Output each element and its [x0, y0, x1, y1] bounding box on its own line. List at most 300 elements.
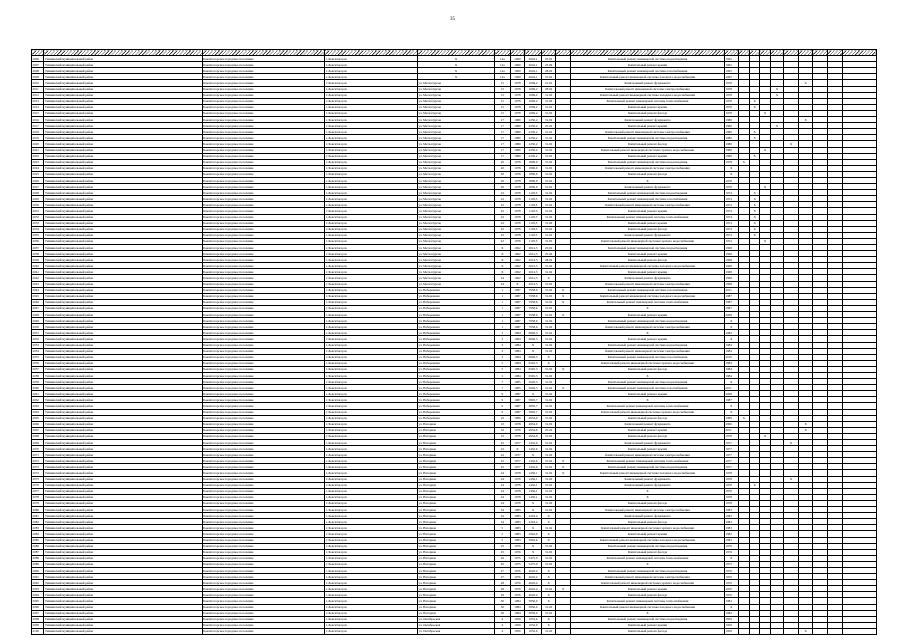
table-cell: г. Бокситогорск: [325, 421, 418, 427]
table-cell: 1974: [724, 238, 738, 244]
table-cell: Бокситогорское городское поселение: [202, 360, 325, 366]
table-cell: Капитальный ремонт инженерной системы теплоснабжения: [570, 214, 724, 220]
table-cell: 7958,6: [525, 287, 542, 293]
mark-cell: Х: [541, 598, 556, 604]
table-cell: Бокситогорское городское поселение: [202, 202, 325, 208]
table-cell: Бокситогорское городское поселение: [202, 519, 325, 525]
table-cell: 25: [495, 543, 511, 549]
table-cell: Тихвинский муниципальный район: [44, 427, 202, 433]
table-cell: 10: [495, 427, 511, 433]
table-cell: 27: [495, 567, 511, 573]
table-cell: 1983: [724, 525, 738, 531]
table-cell: Капитальный ремонт инженерной системы холодного водоснабжения: [570, 537, 724, 543]
table-cell: Тихвинский муниципальный район: [44, 110, 202, 116]
table-cell: Бокситогорское городское поселение: [202, 123, 325, 129]
table-cell: 1987: [724, 299, 738, 305]
table-cell: 1983: [724, 537, 738, 543]
table-cell: 31.02: [541, 397, 556, 403]
table-cell: Бокситогорское городское поселение: [202, 171, 325, 177]
table-cell: 1978: [510, 226, 525, 232]
table-cell: 1974: [724, 220, 738, 226]
table-cell: Тихвинский муниципальный район: [44, 610, 202, 616]
table-cell: г. Бокситогорск: [325, 372, 418, 378]
table-cell: Бокситогорское городское поселение: [202, 513, 325, 519]
table-cell: Капитальный ремонт инженерной системы теплоснабжения: [570, 458, 724, 464]
table-cell: 2082: [32, 519, 44, 525]
mark-cell: Х: [541, 592, 556, 598]
table-cell: Капитальный ремонт фасада: [570, 433, 724, 439]
table-cell: 1977: [510, 458, 525, 464]
table-cell: Капитальный ремонт инженерной системы водоотведения: [570, 342, 724, 348]
table-cell: ул. Нагорная: [418, 421, 495, 427]
table-cell: 2051: [32, 330, 44, 336]
table-cell: 2250,2: [525, 141, 542, 147]
table-cell: 17: [495, 135, 511, 141]
table-cell: ул. Металлургов: [418, 123, 495, 129]
table-cell: Тихвинский муниципальный район: [44, 464, 202, 470]
mark-cell: Х: [556, 586, 571, 592]
table-cell: 1432,6: [525, 458, 542, 464]
table-cell: 2012,5: [525, 281, 542, 287]
table-cell: 2006: [724, 421, 738, 427]
table-cell: Капитальный ремонт крыши: [570, 269, 724, 275]
table-cell: ул. Нагорная: [418, 610, 495, 616]
mark-cell: Х: [760, 184, 770, 190]
table-cell: 31.02: [541, 129, 556, 135]
table-cell: Бокситогорское городское поселение: [202, 366, 325, 372]
table-cell: 31.02: [541, 464, 556, 470]
table-cell: 1987: [510, 324, 525, 330]
table-cell: 31.02: [541, 269, 556, 275]
table-cell: 2055: [32, 354, 44, 360]
table-cell: 1978: [724, 86, 738, 92]
mark-cell: Х: [770, 86, 784, 92]
table-cell: 1052,6: [525, 622, 542, 628]
table-cell: ул. Набережная: [418, 409, 495, 415]
mark-cell: Х: [798, 117, 813, 123]
table-cell: г. Бокситогорск: [325, 299, 418, 305]
table-cell: Тихвинский муниципальный район: [44, 348, 202, 354]
table-cell: Капитальный ремонт инженерной системы горячего водоснабжения: [570, 238, 724, 244]
table-cell: 1978: [510, 476, 525, 482]
table-cell: Бокситогорское городское поселение: [202, 622, 325, 628]
table-cell: 2092: [32, 580, 44, 586]
table-cell: 1959: [510, 622, 525, 628]
table-cell: г. Бокситогорск: [325, 348, 418, 354]
table-cell: 1976: [510, 592, 525, 598]
table-cell: 1984: [724, 360, 738, 366]
table-cell: 1980: [510, 135, 525, 141]
table-cell: 24: [495, 281, 511, 287]
mark-cell: Х: [525, 549, 542, 555]
table-cell: Капитальный ремонт инженерной системы электроснабжения: [570, 281, 724, 287]
mark-cell: Х: [525, 391, 542, 397]
table-cell: 1978: [510, 494, 525, 500]
table-cell: 2037: [32, 245, 44, 251]
table-cell: 31.02: [541, 525, 556, 531]
table-cell: г. Бокситогорск: [325, 220, 418, 226]
table-cell: 5: [495, 360, 511, 366]
table-cell: Бокситогорское городское поселение: [202, 531, 325, 537]
table-cell: 1976: [724, 567, 738, 573]
table-cell: ул. Металлургов: [418, 104, 495, 110]
table-cell: 31.02: [541, 171, 556, 177]
table-cell: 1975: [510, 555, 525, 561]
table-cell: 25.06: [541, 251, 556, 257]
table-cell: 1978: [510, 190, 525, 196]
table-cell: ул. Металлургов: [418, 80, 495, 86]
mark-cell: Х: [724, 165, 738, 171]
table-cell: г. Бокситогорск: [325, 232, 418, 238]
table-cell: ул. Набережная: [418, 354, 495, 360]
table-cell: Тихвинский муниципальный район: [44, 397, 202, 403]
table-cell: Тихвинский муниципальный район: [44, 354, 202, 360]
table-cell: Тихвинский муниципальный район: [44, 312, 202, 318]
table-cell: 2081: [32, 513, 44, 519]
table-cell: 1978: [510, 220, 525, 226]
mark-cell: Х: [724, 555, 738, 561]
table-cell: Тихвинский муниципальный район: [44, 525, 202, 531]
table-cell: 31.02: [541, 391, 556, 397]
table-cell: 1977: [724, 458, 738, 464]
table-cell: 1669,2: [525, 80, 542, 86]
table-cell: г. Бокситогорск: [325, 513, 418, 519]
table-cell: 1987: [724, 305, 738, 311]
table-cell: г. Бокситогорск: [325, 598, 418, 604]
table-cell: г. Бокситогорск: [325, 202, 418, 208]
table-cell: 1975: [724, 561, 738, 567]
table-cell: г. Бокситогорск: [325, 196, 418, 202]
table-cell: ул. Металлургов: [418, 184, 495, 190]
table-cell: ул. Нагорная: [418, 470, 495, 476]
table-cell: 1977: [724, 446, 738, 452]
mark-cell: Х: [570, 305, 724, 311]
table-cell: 1976: [724, 586, 738, 592]
table-cell: 2263,4: [525, 513, 542, 519]
table-cell: 5962,6: [525, 537, 542, 543]
table-cell: Бокситогорское городское поселение: [202, 208, 325, 214]
table-cell: 31.02: [541, 299, 556, 305]
table-cell: 2017: [32, 123, 44, 129]
table-cell: 1974: [724, 202, 738, 208]
table-cell: Капитальный ремонт фасада: [570, 257, 724, 263]
table-cell: Тихвинский муниципальный район: [44, 147, 202, 153]
table-cell: ул. Октябрьская: [418, 622, 495, 628]
table-cell: Тихвинский муниципальный район: [44, 220, 202, 226]
table-cell: 1984: [510, 372, 525, 378]
table-cell: Тихвинский муниципальный район: [44, 476, 202, 482]
table-cell: Бокситогорское городское поселение: [202, 68, 325, 74]
table-cell: 2066: [32, 421, 44, 427]
table-cell: г. Бокситогорск: [325, 476, 418, 482]
table-cell: 1959: [510, 628, 525, 634]
table-cell: Тихвинский муниципальный район: [44, 628, 202, 634]
table-cell: 2070: [32, 446, 44, 452]
table-cell: 31.02: [541, 366, 556, 372]
table-cell: 1976: [510, 580, 525, 586]
table-cell: 1980: [724, 117, 738, 123]
table-cell: ул. Набережная: [418, 312, 495, 318]
table-cell: г. Бокситогорск: [325, 403, 418, 409]
table-cell: Тихвинский муниципальный район: [44, 232, 202, 238]
table-cell: Бокситогорское городское поселение: [202, 452, 325, 458]
table-cell: г. Бокситогорск: [325, 171, 418, 177]
table-cell: ул. Металлургов: [418, 226, 495, 232]
mark-cell: Х: [418, 74, 495, 80]
table-cell: ул. Нагорная: [418, 458, 495, 464]
mark-cell: Х: [556, 287, 571, 293]
table-cell: Бокситогорское городское поселение: [202, 610, 325, 616]
table-cell: Бокситогорское городское поселение: [202, 543, 325, 549]
table-cell: 1978: [724, 433, 738, 439]
table-cell: 7958,6: [525, 312, 542, 318]
table-cell: 2033: [32, 220, 44, 226]
table-cell: ул. Нагорная: [418, 604, 495, 610]
table-cell: 28: [495, 580, 511, 586]
table-cell: 2012,5: [525, 251, 542, 257]
table-cell: 1456,1: [525, 482, 542, 488]
mark-cell: Х: [770, 92, 784, 98]
table-cell: Тихвинский муниципальный район: [44, 196, 202, 202]
table-cell: 2038: [32, 251, 44, 257]
table-cell: 1978: [724, 98, 738, 104]
table-cell: 1987: [510, 287, 525, 293]
table-cell: 2090: [32, 567, 44, 573]
table-cell: 2077: [32, 488, 44, 494]
table-cell: ул. Набережная: [418, 366, 495, 372]
table-cell: г. Бокситогорск: [325, 500, 418, 506]
mark-cell: Х: [724, 171, 738, 177]
table-cell: 1456,1: [525, 494, 542, 500]
table-cell: Капитальный ремонт инженерной системы водоотведения: [570, 543, 724, 549]
table-cell: Бокситогорское городское поселение: [202, 135, 325, 141]
table-cell: 1987: [510, 318, 525, 324]
table-cell: 1983: [510, 507, 525, 513]
table-cell: Тихвинский муниципальный район: [44, 68, 202, 74]
table-cell: 2094: [32, 592, 44, 598]
mark-cell: Х: [541, 531, 556, 537]
table-cell: 31.02: [541, 555, 556, 561]
table-cell: 1978: [510, 238, 525, 244]
mark-cell: Х: [556, 366, 571, 372]
table-cell: 1118,3: [525, 214, 542, 220]
table-cell: Тихвинский муниципальный район: [44, 537, 202, 543]
table-cell: Тихвинский муниципальный район: [44, 452, 202, 458]
table-cell: Тихвинский муниципальный район: [44, 488, 202, 494]
table-cell: Тихвинский муниципальный район: [44, 415, 202, 421]
table-cell: Тихвинский муниципальный район: [44, 159, 202, 165]
table-cell: г. Бокситогорск: [325, 531, 418, 537]
table-cell: Бокситогорское городское поселение: [202, 104, 325, 110]
table-cell: 1118,3: [525, 226, 542, 232]
table-cell: Капитальный ремонт крыши: [570, 208, 724, 214]
table-cell: Капитальный ремонт инженерной системы горячего водоснабжения: [570, 409, 724, 415]
mark-cell: Х: [556, 458, 571, 464]
table-cell: Бокситогорское городское поселение: [202, 427, 325, 433]
mark-cell: Х: [738, 159, 749, 165]
table-cell: ул. Набережная: [418, 287, 495, 293]
table-cell: 1978: [724, 470, 738, 476]
table-cell: Капитальный ремонт крыши: [570, 104, 724, 110]
table-cell: Тихвинский муниципальный район: [44, 165, 202, 171]
table-cell: 2034: [32, 226, 44, 232]
table-cell: 2011: [724, 427, 738, 433]
table-cell: 1983: [510, 525, 525, 531]
table-cell: 1983: [510, 537, 525, 543]
table-cell: Капитальный ремонт инженерной системы холодного водоснабжения: [570, 92, 724, 98]
table-cell: ул. Нагорная: [418, 567, 495, 573]
table-cell: ул. Нагорная: [418, 488, 495, 494]
table-cell: 1980: [724, 141, 738, 147]
table-cell: 1987: [510, 299, 525, 305]
table-cell: ул. Металлургов: [418, 251, 495, 257]
table-cell: Тихвинский муниципальный район: [44, 409, 202, 415]
table-cell: 15: [495, 98, 511, 104]
table-cell: Бокситогорское городское поселение: [202, 391, 325, 397]
table-cell: 9: [495, 403, 511, 409]
table-cell: 1976: [510, 549, 525, 555]
mark-cell: Х: [525, 342, 542, 348]
table-cell: 22: [495, 226, 511, 232]
table-cell: 1978: [510, 196, 525, 202]
table-cell: г. Бокситогорск: [325, 92, 418, 98]
mark-cell: Х: [749, 135, 759, 141]
table-cell: ул. Набережная: [418, 391, 495, 397]
table-cell: 2012,5: [525, 245, 542, 251]
table-cell: г. Бокситогорск: [325, 86, 418, 92]
table-cell: Капитальный ремонт инженерной системы газоснабжения: [570, 68, 724, 74]
table-cell: 5: [495, 366, 511, 372]
table-cell: 1800,9: [525, 165, 542, 171]
table-cell: 2023: [32, 159, 44, 165]
table-cell: 2250,2: [525, 135, 542, 141]
mark-cell: Х: [724, 324, 738, 330]
table-cell: Тихвинский муниципальный район: [44, 622, 202, 628]
table-cell: Тихвинский муниципальный район: [44, 543, 202, 549]
table-cell: 1: [495, 318, 511, 324]
table-cell: 1118,3: [525, 232, 542, 238]
page-number: 35: [450, 17, 455, 22]
table-cell: Тихвинский муниципальный район: [44, 440, 202, 446]
table-cell: ул. Металлургов: [418, 153, 495, 159]
table-cell: Бокситогорское городское поселение: [202, 464, 325, 470]
mark-cell: Х: [495, 263, 511, 269]
table-cell: 1984: [724, 598, 738, 604]
table-cell: Бокситогорское городское поселение: [202, 299, 325, 305]
table-cell: Капитальный ремонт крыши: [570, 391, 724, 397]
table-cell: 17: [495, 117, 511, 123]
table-cell: 2031: [32, 208, 44, 214]
table-cell: 1432,6: [525, 464, 542, 470]
table-cell: Бокситогорское городское поселение: [202, 549, 325, 555]
table-cell: 4645,4: [525, 580, 542, 586]
table-cell: 1978: [510, 171, 525, 177]
table-cell: Тихвинский муниципальный район: [44, 513, 202, 519]
table-cell: Тихвинский муниципальный район: [44, 482, 202, 488]
table-cell: 1984: [724, 348, 738, 354]
mark-cell: Х: [418, 62, 495, 68]
table-cell: 1984: [510, 342, 525, 348]
mark-cell: Х: [760, 147, 770, 153]
mark-cell: Х: [798, 628, 813, 634]
table-cell: 1976: [724, 549, 738, 555]
table-cell: г. Бокситогорск: [325, 409, 418, 415]
table-cell: г. Бокситогорск: [325, 464, 418, 470]
table-cell: 1984: [724, 330, 738, 336]
table-cell: ул. Набережная: [418, 360, 495, 366]
table-cell: 2054: [32, 348, 44, 354]
table-cell: 2049: [32, 318, 44, 324]
table-cell: Бокситогорское городское поселение: [202, 354, 325, 360]
table-cell: 4954,9: [525, 421, 542, 427]
table-cell: [827, 628, 842, 634]
table-cell: г. Бокситогорск: [325, 586, 418, 592]
table-cell: Тихвинский муниципальный район: [44, 62, 202, 68]
table-cell: ул. Металлургов: [418, 159, 495, 165]
table-cell: ул. Металлургов: [418, 135, 495, 141]
table-cell: 1977: [724, 464, 738, 470]
table-cell: 6846,3: [525, 336, 542, 342]
table-cell: 17: [495, 129, 511, 135]
table-cell: Бокситогорское городское поселение: [202, 604, 325, 610]
table-cell: 31.02: [541, 159, 556, 165]
mark-cell: Х: [784, 141, 799, 147]
table-cell: 31.02: [541, 117, 556, 123]
mark-cell: Х: [770, 123, 784, 129]
table-cell: Капитальный ремонт фундамента: [570, 513, 724, 519]
table-cell: 4954,9: [525, 433, 542, 439]
table-cell: Тихвинский муниципальный район: [44, 494, 202, 500]
table-cell: 4645,4: [525, 567, 542, 573]
table-cell: Бокситогорское городское поселение: [202, 336, 325, 342]
table-cell: 5805,7: [525, 403, 542, 409]
table-cell: 1980: [724, 135, 738, 141]
table-cell: ул. Октябрьская: [418, 616, 495, 622]
table-cell: 15: [495, 80, 511, 86]
table-cell: 2263,4: [525, 519, 542, 525]
table-cell: Тихвинский муниципальный район: [44, 500, 202, 506]
table-cell: Бокситогорское городское поселение: [202, 238, 325, 244]
table-cell: Бокситогорское городское поселение: [202, 616, 325, 622]
table-cell: Бокситогорское городское поселение: [202, 324, 325, 330]
table-cell: 31.02: [541, 336, 556, 342]
table-cell: ул. Металлургов: [418, 117, 495, 123]
table-cell: Тихвинский муниципальный район: [44, 604, 202, 610]
table-cell: 1974: [724, 226, 738, 232]
table-cell: 1978: [724, 159, 738, 165]
table-cell: Бокситогорское городское поселение: [202, 86, 325, 92]
table-cell: ул. Нагорная: [418, 433, 495, 439]
table-cell: 9: [495, 397, 511, 403]
table-cell: Капитальный ремонт инженерной системы горячего водоснабжения: [570, 525, 724, 531]
table-cell: 1976: [724, 592, 738, 598]
table-cell: 2095: [32, 598, 44, 604]
table-cell: 1984: [510, 348, 525, 354]
table-cell: Бокситогорское городское поселение: [202, 232, 325, 238]
table-cell: [784, 628, 799, 634]
table-cell: 1977: [510, 440, 525, 446]
table-cell: 1: [495, 305, 511, 311]
table-cell: Бокситогорское городское поселение: [202, 74, 325, 80]
table-cell: г. Бокситогорск: [325, 214, 418, 220]
table-cell: 1976: [510, 567, 525, 573]
table-cell: 2018: [32, 129, 44, 135]
table-cell: ул. Набережная: [418, 342, 495, 348]
table-cell: ул. Металлургов: [418, 92, 495, 98]
table-cell: 2032: [32, 214, 44, 220]
table-cell: ул. Нагорная: [418, 494, 495, 500]
table-cell: 20: [495, 184, 511, 190]
